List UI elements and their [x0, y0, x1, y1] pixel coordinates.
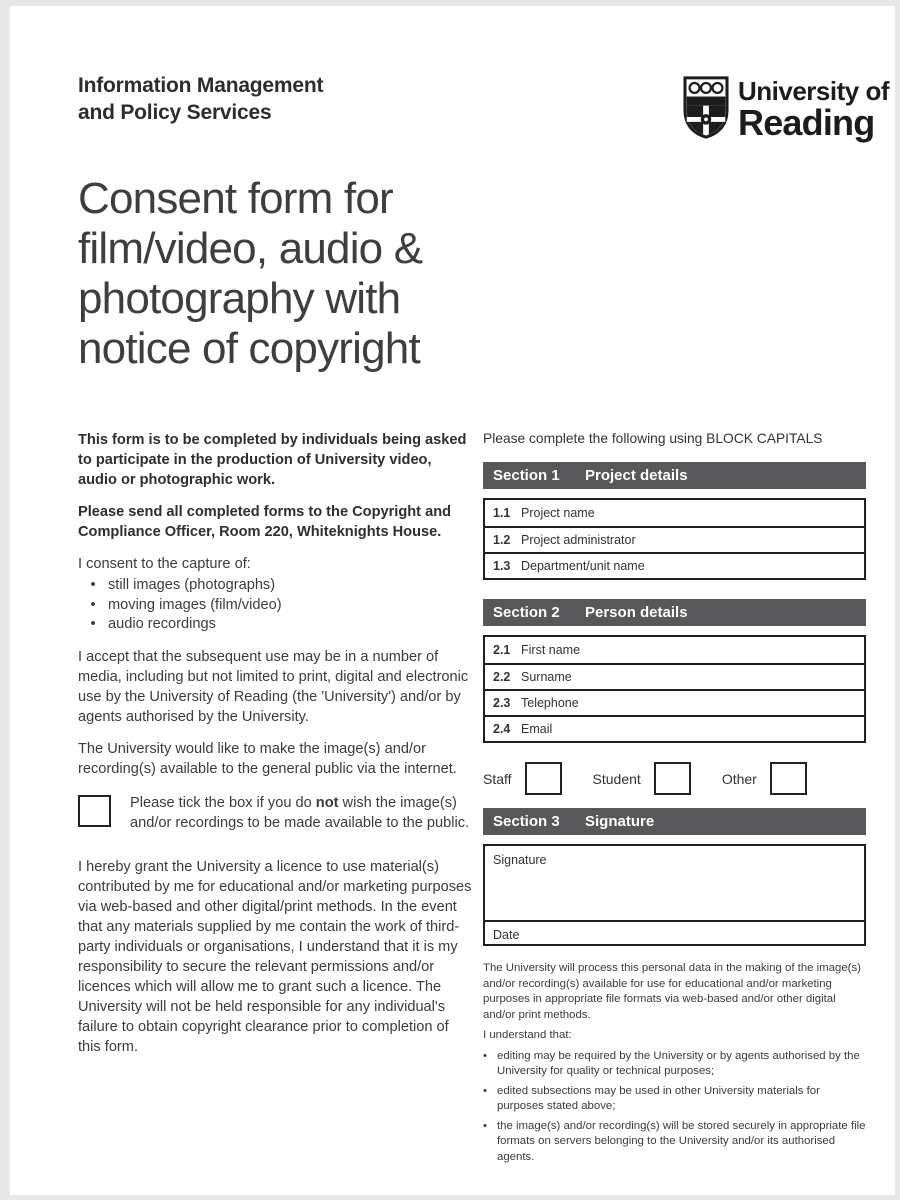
bullet-icon: •: [90, 596, 96, 613]
public-optout-row: [78, 793, 474, 845]
row-department-unit-name-label: Department/unit name: [521, 559, 645, 573]
project-administrator-input[interactable]: [636, 528, 864, 552]
document-page: [10, 6, 895, 1195]
surname-input[interactable]: [572, 665, 864, 689]
page-title-line4: notice of copyright: [78, 324, 420, 373]
paragraph-send-forms: Please send all completed forms to the Copyright and Compliance Officer, Room 220, Whiteknights House.: [78, 504, 452, 540]
row-telephone: 2.3 Telephone: [485, 689, 864, 715]
bullet-icon: •: [483, 1084, 487, 1097]
fine-print-bullet-list: [483, 1049, 866, 1166]
telephone-input[interactable]: [579, 691, 864, 715]
fine-print-paragraph: The University will process this personal data in the making of the image(s) and/or recording(s) available for use for educational and/or marketing purposes in appropriate file formats via web-based and/or other digital and/or print methods.: [483, 962, 861, 1021]
consent-bullet-moving-images: • moving images (film/video): [78, 596, 474, 616]
fine-print-understand: I understand that:: [483, 1029, 572, 1041]
row-telephone-label: Telephone: [521, 696, 579, 710]
paragraph-licence-grant: I hereby grant the University a licence to use material(s) contributed by me for educational and/or marketing purposes via web-based and other digital/print methods. In the event that any materials supplied by me contain the work of third-party individuals or organisations, I understand that it is my responsibility to secure the relevant permissions and/or licences which will allow me to grant such a licence. The University will not be held responsible for any individual's failure to obtain copyright clearance prior to completion of this form.: [78, 858, 472, 1055]
section2-table: [483, 635, 866, 743]
section2-header: [483, 599, 866, 626]
bullet-icon: •: [90, 616, 96, 632]
row-project-administrator-label: Project administrator: [521, 533, 636, 547]
consent-bullet-still-images: • still images (photographs): [78, 576, 474, 596]
person-type-row: [483, 762, 866, 795]
form-column: [483, 430, 866, 1169]
public-optout-label: Please tick the box if you do not wish the image(s) and/or recordings to be made available to the public.: [130, 794, 470, 831]
page-title-line3: photography with: [78, 274, 401, 323]
consent-intro: I consent to the capture of:: [78, 556, 251, 572]
department-unit-name-input[interactable]: [645, 554, 864, 578]
row-surname: 2.2 Surname: [485, 663, 864, 689]
paragraph-subsequent-use: I accept that the subsequent use may be in a number of media, including but not limited to print, digital and electronic use by the University of Reading (the 'University') and/or by agents authorised by the University.: [78, 648, 469, 725]
section3-table: [483, 844, 866, 946]
page-title-line2: film/video, audio &: [78, 224, 423, 273]
row-first-name-label: First name: [521, 643, 581, 657]
consent-bullet-audio: • audio recordings: [78, 615, 474, 635]
block-capitals-instruction: Please complete the following using BLOCK CAPITALS: [483, 431, 823, 446]
row-department-unit-name: 1.3 Department/unit name: [485, 552, 864, 578]
row-project-name-label: Project name: [521, 506, 595, 520]
department-title: [78, 72, 323, 126]
logo-reading: Reading: [738, 102, 875, 143]
project-name-input[interactable]: [595, 500, 864, 526]
section1-header: [483, 462, 866, 489]
fine-print-bullet-subsections: • edited subsections may be used in other University materials for purposes stated above;: [483, 1084, 866, 1115]
first-name-input[interactable]: [580, 637, 864, 663]
row-surname-label: Surname: [521, 670, 572, 684]
signature-field[interactable]: [485, 846, 864, 920]
paragraph-internet-use: The University would like to make the image(s) and/or recording(s) available to the general public via the internet.: [78, 740, 457, 777]
university-shield-icon: [682, 76, 730, 139]
fine-print-bullet-storage: • the image(s) and/or recording(s) will be stored securely in appropriate file formats on servers belonging to the University and/or its authorised agents.: [483, 1119, 866, 1166]
section2-name: Person details: [585, 603, 688, 621]
row-email: 2.4 Email: [485, 715, 864, 741]
email-input[interactable]: [552, 717, 864, 741]
student-label: Student: [592, 770, 641, 787]
staff-label: Staff: [483, 770, 512, 787]
section3-header: [483, 808, 866, 835]
staff-checkbox[interactable]: [525, 762, 562, 795]
bullet-icon: •: [483, 1049, 487, 1062]
fine-print-bullet-editing: • editing may be required by the University or by agents authorised by the University for quality or technical purposes;: [483, 1049, 866, 1080]
bullet-icon: •: [90, 577, 96, 593]
student-checkbox[interactable]: [654, 762, 691, 795]
other-label: Other: [721, 770, 757, 787]
signature-label: Signature: [493, 853, 547, 867]
university-logo: [682, 76, 889, 141]
page-title: [78, 174, 422, 374]
section1-name: Project details: [585, 466, 688, 484]
section3-id: Section 3: [493, 812, 560, 830]
other-checkbox[interactable]: [770, 762, 807, 795]
date-label: Date: [493, 928, 520, 942]
row-project-administrator: 1.2 Project administrator: [485, 526, 864, 552]
row-email-label: Email: [521, 722, 553, 736]
department-title-line1: Information Management: [78, 74, 324, 97]
row-project-name: 1.1 Project name: [485, 500, 864, 526]
consent-bullet-list: [78, 576, 474, 635]
paragraph-form-purpose: This form is to be completed by individuals being asked to participate in the production of University video, audio or photographic work.: [78, 432, 467, 488]
bullet-icon: •: [483, 1119, 487, 1132]
section1-id: Section 1: [493, 466, 560, 484]
instructions-column: [78, 430, 474, 1069]
date-field[interactable]: [485, 920, 864, 944]
public-optout-checkbox[interactable]: [78, 795, 111, 827]
section1-table: [483, 498, 866, 580]
university-logo-text: [738, 76, 889, 141]
logo-university-of: University of: [738, 76, 889, 106]
data-processing-notice: [483, 961, 866, 1165]
section3-name: Signature: [585, 812, 655, 830]
section2-id: Section 2: [493, 603, 560, 621]
department-title-line2: and Policy Services: [78, 101, 272, 124]
page-title-line1: Consent form for: [78, 174, 393, 223]
row-first-name: 2.1 First name: [485, 637, 864, 663]
